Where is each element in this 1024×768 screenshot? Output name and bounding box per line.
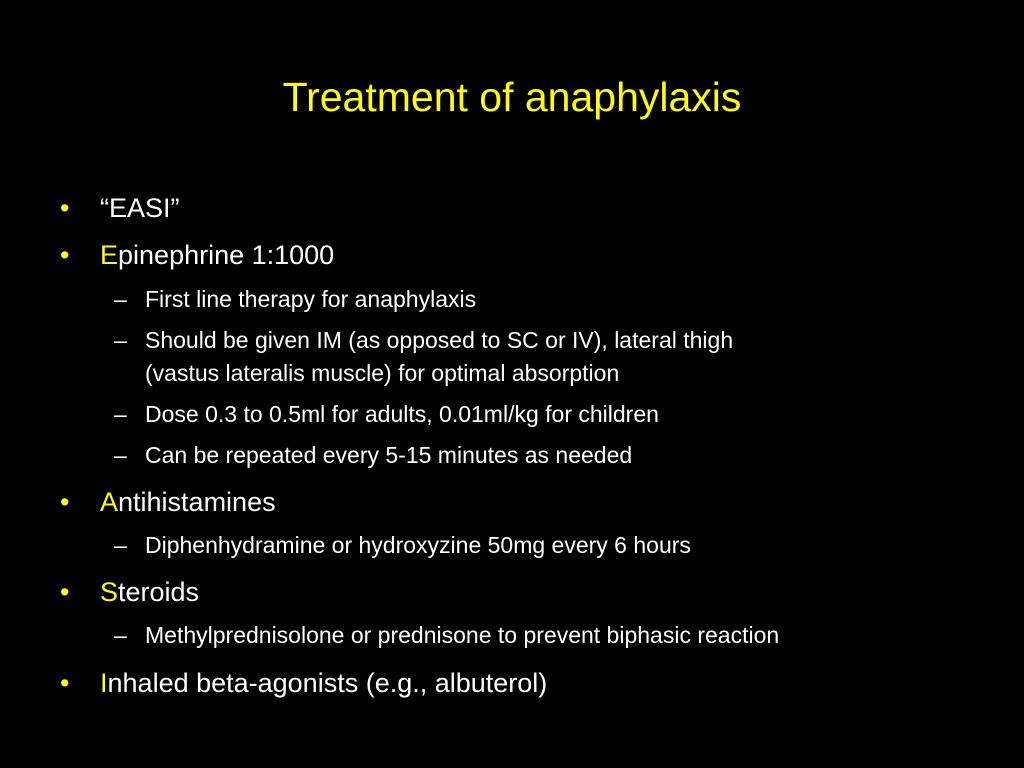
sub-bullet-text: Can be repeated every 5-15 minutes as needed xyxy=(145,442,633,468)
bullet-accent-letter: A xyxy=(100,487,119,517)
sub-bullet-text: Should be given IM (as opposed to SC or IV), lateral thigh xyxy=(145,327,734,353)
bullet-accent-letter: E xyxy=(100,240,119,270)
dash-icon: – xyxy=(114,286,127,312)
sub-bullet-text: Dose 0.3 to 0.5ml for adults, 0.01ml/kg for children xyxy=(145,401,659,427)
slide-title: Treatment of anaphylaxis xyxy=(282,74,742,120)
bullet-accent-letter: S xyxy=(100,577,119,607)
bullet-text xyxy=(100,238,334,272)
sub-bullet-text: Diphenhydramine or hydroxyzine 50mg every 6 hours xyxy=(145,532,691,558)
sub-bullet-text: (vastus lateralis muscle) for optimal absorption xyxy=(145,360,620,386)
bullet-icon: • xyxy=(60,487,70,517)
bullet-rest: ntihistamines xyxy=(118,487,276,517)
bullet-icon: • xyxy=(60,577,70,607)
bullet-text xyxy=(100,666,547,700)
dash-icon: – xyxy=(114,532,127,558)
dash-icon: – xyxy=(114,622,127,648)
bullet-icon: • xyxy=(60,193,70,223)
bullet-icon: • xyxy=(60,668,70,698)
bullet-text xyxy=(100,575,199,609)
dash-icon: – xyxy=(114,401,127,427)
sub-bullet-text: Methylprednisolone or prednisone to prevent biphasic reaction xyxy=(145,622,780,648)
bullet-rest: nhaled beta-agonists (e.g., albuterol) xyxy=(107,668,548,698)
bullet-text xyxy=(100,485,276,519)
bullet-icon: • xyxy=(60,240,70,270)
bullet-text xyxy=(100,191,180,225)
dash-icon: – xyxy=(114,327,127,353)
bullet-rest: “EASI” xyxy=(100,193,180,223)
bullet-rest: teroids xyxy=(118,577,200,607)
dash-icon: – xyxy=(114,442,127,468)
bullet-accent-letter: I xyxy=(100,668,108,698)
bullet-rest: pinephrine 1:1000 xyxy=(118,240,335,270)
sub-bullet-text: First line therapy for anaphylaxis xyxy=(145,286,477,312)
